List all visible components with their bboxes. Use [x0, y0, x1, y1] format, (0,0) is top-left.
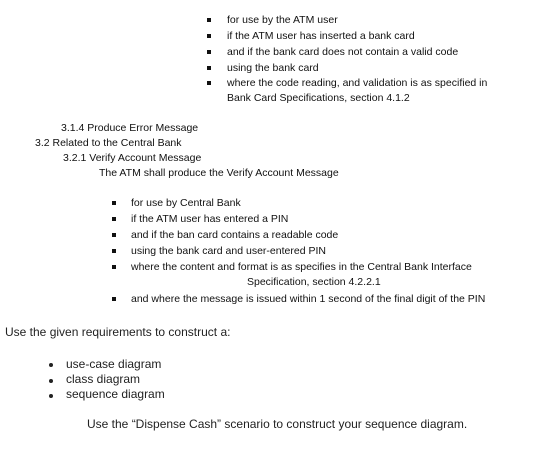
bullet-marker: [207, 34, 211, 38]
bullet-marker: [207, 18, 211, 22]
verify-intro-text: The ATM shall produce the Verify Account Message: [99, 167, 339, 179]
bullet-marker: [207, 66, 211, 70]
list-item: and if the bank card does not contain a valid code: [227, 46, 459, 58]
list-item: use-case diagram: [66, 357, 162, 371]
list-item: and if the ban card contains a readable code: [131, 229, 339, 241]
list-item: for use by Central Bank: [131, 197, 241, 209]
heading-produce-error-message: 3.1.4 Produce Error Message: [61, 122, 199, 134]
list-item: sequence diagram: [66, 387, 165, 401]
list-item: where the content and format is as specifies in the Central Bank Interface: [131, 261, 472, 273]
bullet-marker: [207, 81, 211, 85]
list-item: where the code reading, and validation is as specified in: [227, 77, 488, 89]
bullet-marker: [112, 297, 116, 301]
heading-related-central-bank: 3.2 Related to the Central Bank: [35, 137, 182, 149]
list-item: class diagram: [66, 372, 141, 386]
list-item-continuation: Bank Card Specifications, section 4.1.2: [227, 92, 410, 104]
heading-verify-account-message: 3.2.1 Verify Account Message: [63, 152, 202, 164]
list-item-continuation: Specification, section 4.2.2.1: [247, 276, 381, 288]
list-item: if the ATM user has entered a PIN: [131, 213, 289, 225]
instruction-text: Use the given requirements to construct a:: [5, 325, 231, 339]
bullet-marker: [207, 50, 211, 54]
bullet-marker: [112, 249, 116, 253]
list-item: using the bank card: [227, 62, 319, 74]
list-item: using the bank card and user-entered PIN: [131, 245, 326, 257]
bullet-marker: [112, 217, 116, 221]
bullet-marker: [112, 201, 116, 205]
list-item: and where the message is issued within 1 second of the final digit of the PIN: [131, 293, 486, 305]
list-item: if the ATM user has inserted a bank card: [227, 30, 415, 42]
bullet-marker: [49, 394, 53, 398]
list-item: for use by the ATM user: [227, 14, 338, 26]
final-note-text: Use the “Dispense Cash” scenario to construct your sequence diagram.: [87, 417, 468, 431]
bullet-marker: [112, 233, 116, 237]
bullet-marker: [49, 363, 53, 367]
bullet-marker: [112, 265, 116, 269]
bullet-marker: [49, 379, 53, 383]
